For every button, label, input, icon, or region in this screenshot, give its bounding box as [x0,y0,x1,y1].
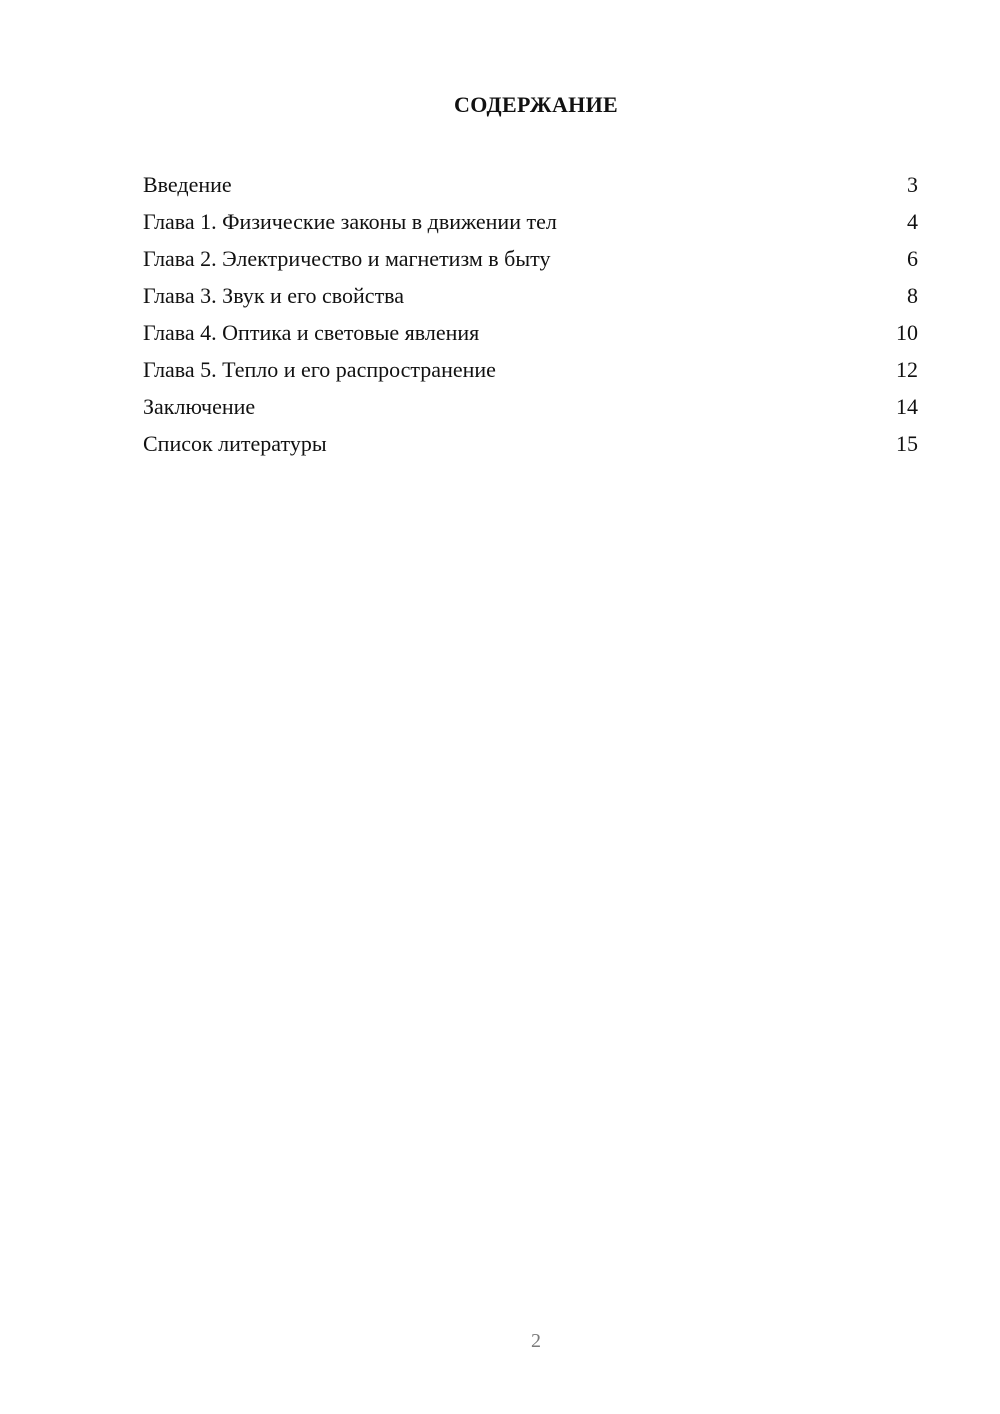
toc-entry-label: Глава 2. Электричество и магнетизм в быту [143,246,551,271]
toc-entry-label: Заключение [143,394,256,419]
toc-entry-page: 6 [907,246,918,271]
toc-entry-chapter-2 [143,240,918,277]
toc-entry-page: 4 [907,209,918,234]
toc-title: СОДЕРЖАНИЕ [454,92,618,117]
toc-entry-introduction [143,166,918,203]
toc-entry-label: Введение [143,172,232,197]
table-of-contents [143,166,918,462]
toc-entry-label: Глава 3. Звук и его свойства [143,283,405,308]
toc-entry-page: 3 [907,172,918,197]
toc-entry-chapter-3 [143,277,918,314]
toc-entry-references [143,425,918,462]
toc-entry-chapter-4 [143,314,918,351]
toc-entry-conclusion [143,388,918,425]
toc-entry-page: 8 [907,283,918,308]
toc-entry-label: Список литературы [143,431,327,456]
toc-entry-page: 15 [896,431,918,456]
toc-entry-label: Глава 1. Физические законы в движении тел [143,209,557,234]
toc-entry-page: 10 [896,320,918,345]
toc-entry-label: Глава 5. Тепло и его распространение [143,357,496,382]
toc-entry-chapter-5 [143,351,918,388]
toc-entry-page: 12 [896,357,918,382]
page-number: 2 [531,1330,541,1352]
toc-entry-chapter-1 [143,203,918,240]
toc-entry-label: Глава 4. Оптика и световые явления [143,320,480,345]
toc-entry-page: 14 [896,394,918,419]
